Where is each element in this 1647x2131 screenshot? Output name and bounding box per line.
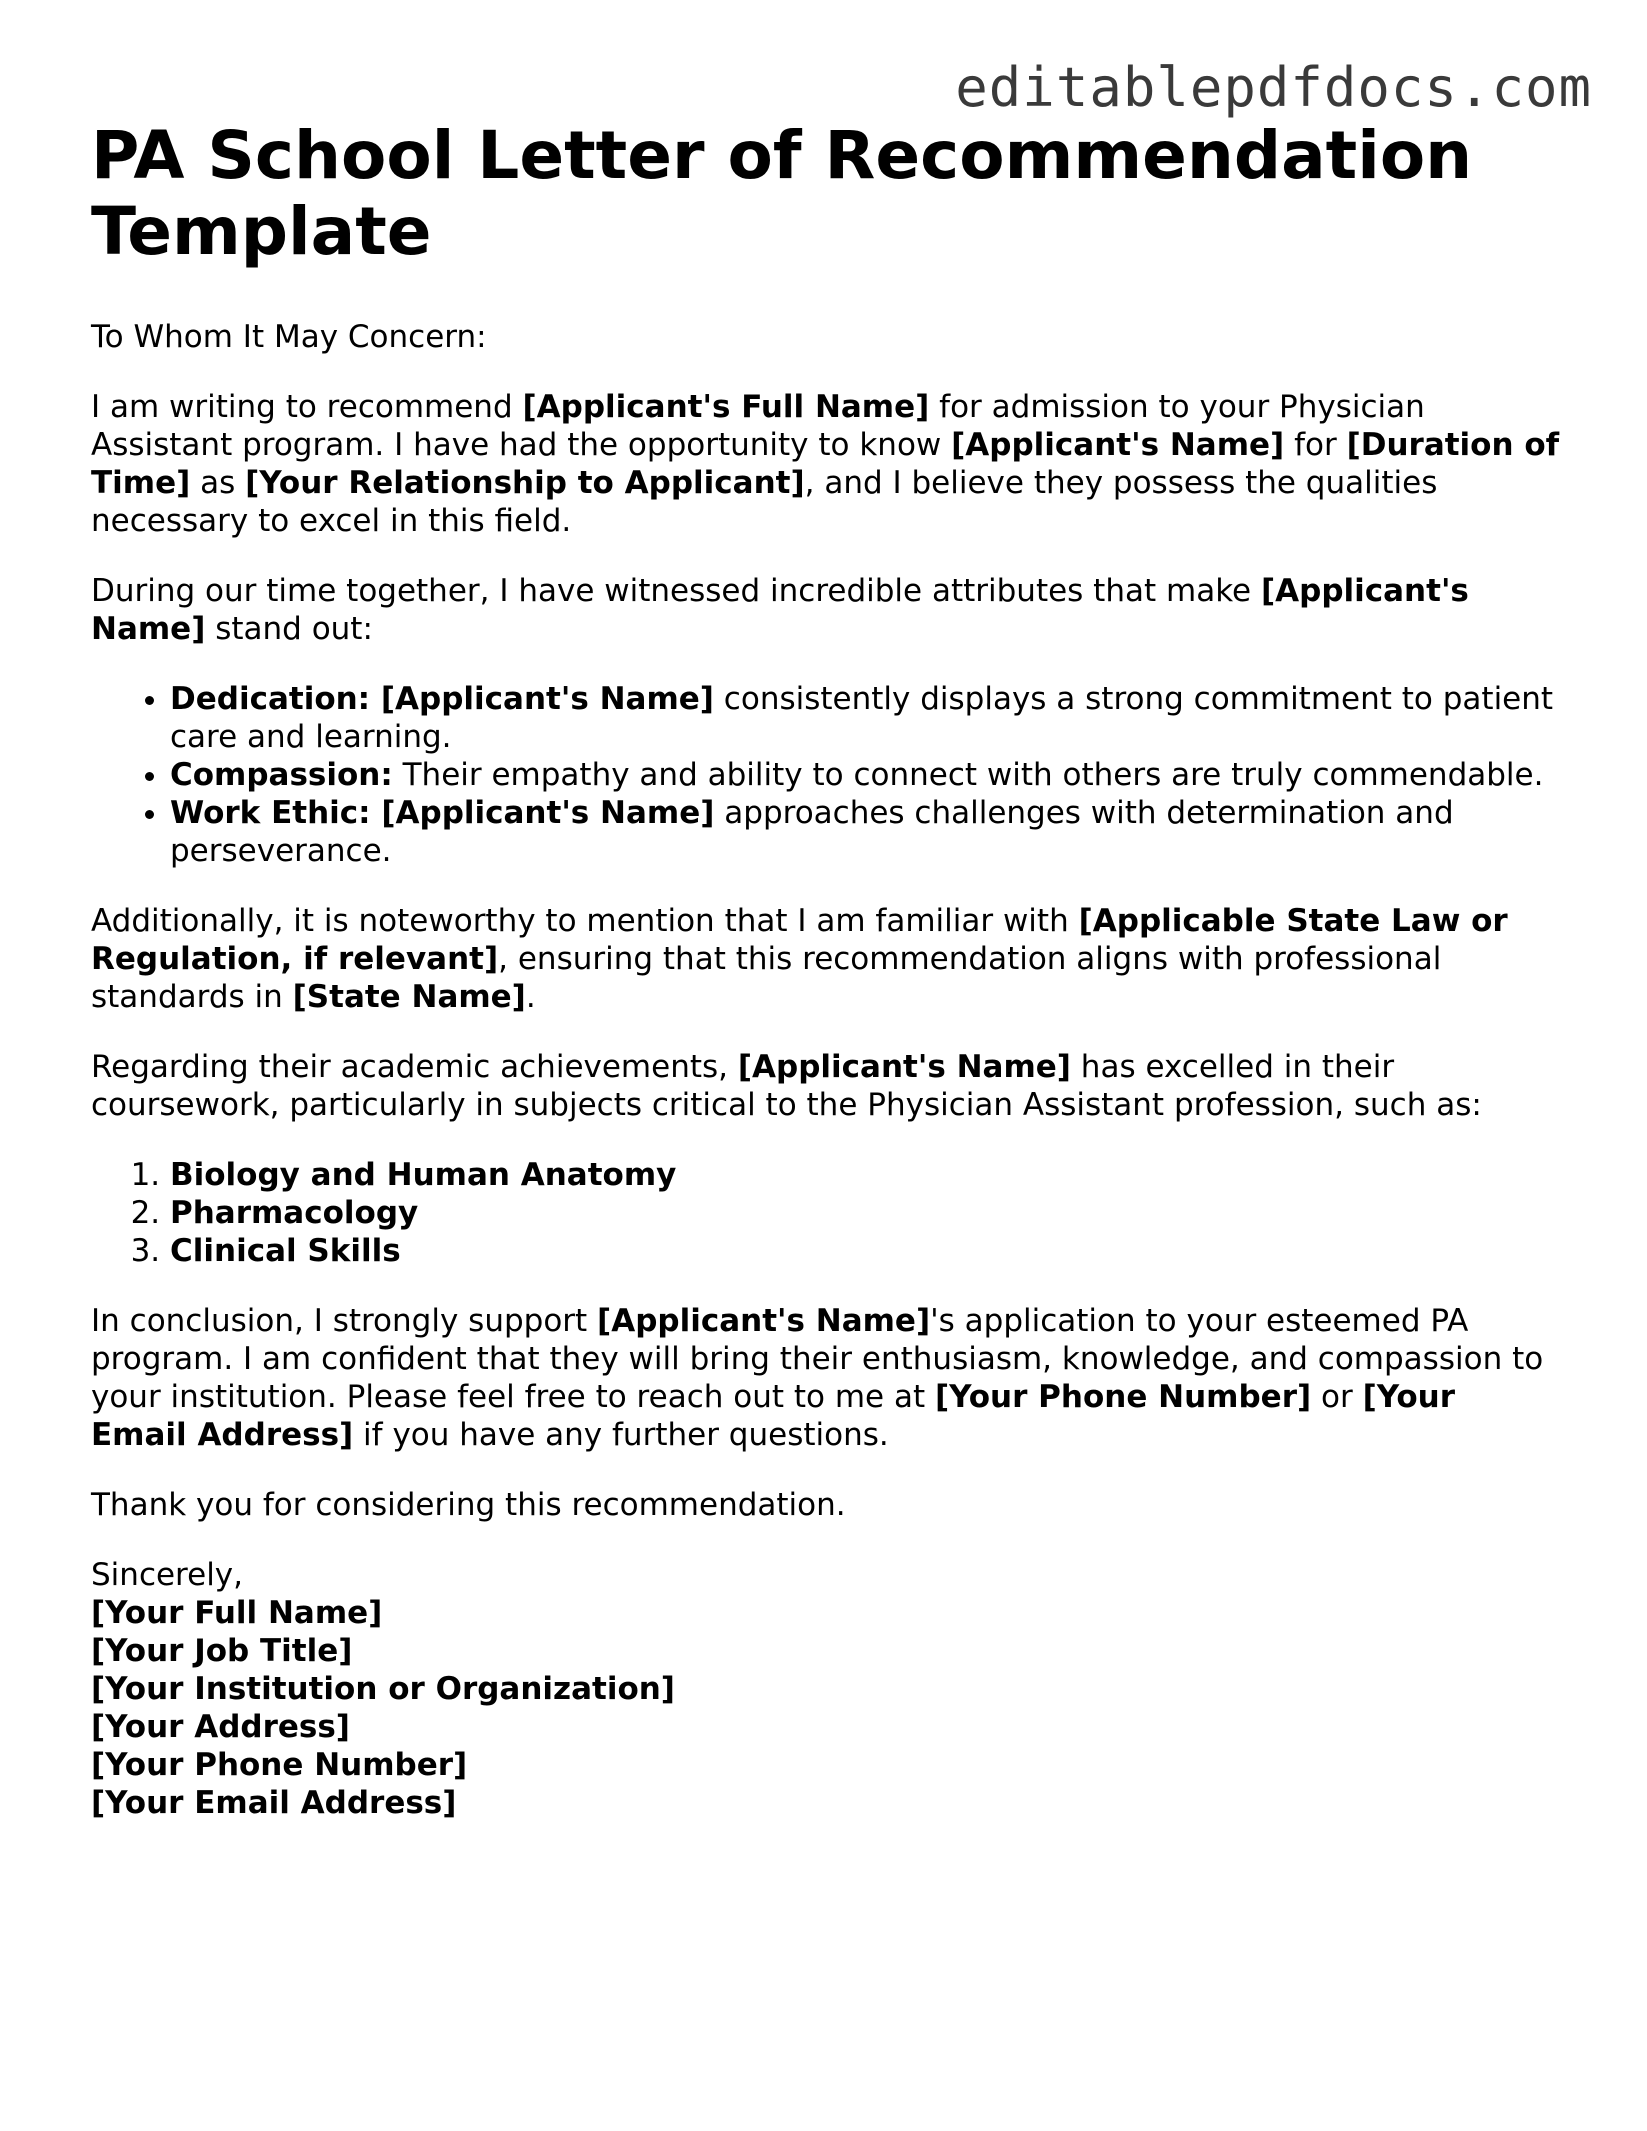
signature-line: [Your Email Address] (91, 1785, 457, 1821)
attributes-intro-text-1: During our time together, I have witnessed incredible attributes that make (91, 573, 1261, 609)
state-name-placeholder: [State Name] (292, 979, 526, 1015)
email-placeholder: [Your Email Address] (91, 1379, 1456, 1453)
attributes-intro-paragraph (91, 572, 1561, 648)
page-title: PA School Letter of Recommendation Template (91, 117, 1473, 270)
relationship-placeholder: [Your Relationship to Applicant] (245, 465, 805, 501)
subjects-list (91, 1156, 1561, 1270)
state-law-text-2: , ensuring that this recommendation aligns with professional standards in (91, 941, 1442, 1015)
attribute-label: Dedication: [Applicant's Name] (170, 681, 714, 717)
site-watermark: editablepdfdocs.com (955, 56, 1592, 119)
list-item (170, 680, 1561, 756)
attribute-label: Work Ethic: [Applicant's Name] (170, 795, 715, 831)
applicant-name-placeholder: [Applicant's Name] (597, 1303, 931, 1339)
applicant-name-placeholder: [Applicant's Name] (951, 427, 1285, 463)
list-item (170, 1156, 1561, 1194)
attribute-text: Their empathy and ability to connect with others are truly commendable. (392, 757, 1544, 793)
state-law-paragraph (91, 902, 1561, 1016)
list-item (170, 794, 1561, 870)
intro-text-2: for admission to your Physician Assistant program. I have had the opportunity to know (91, 389, 1425, 463)
state-law-placeholder: [Applicable State Law or Regulation, if relevant] (91, 903, 1508, 977)
state-law-text-3: . (525, 979, 536, 1015)
thanks-paragraph: Thank you for considering this recommendation. (91, 1487, 846, 1523)
list-item (170, 1194, 1561, 1232)
attribute-text: consistently displays a strong commitment to patient care and learning. (170, 681, 1554, 755)
intro-paragraph (91, 388, 1561, 540)
conclusion-text-4: if you have any further questions. (353, 1417, 889, 1453)
subject-label: Pharmacology (170, 1195, 419, 1231)
salutation: To Whom It May Concern: (91, 319, 487, 355)
signature-line: [Your Job Title] (91, 1633, 353, 1669)
intro-text-1: I am writing to recommend (91, 389, 523, 425)
closing: Sincerely, (91, 1557, 244, 1593)
conclusion-text-2: 's application to your esteemed PA program. I am confident that they will bring their enthusiasm, knowledge, and compassion to your institution. Please feel free to reach out to me at (91, 1303, 1544, 1415)
conclusion-paragraph (91, 1302, 1561, 1454)
conclusion-text-3: or (1311, 1379, 1363, 1415)
phone-placeholder: [Your Phone Number] (934, 1379, 1312, 1415)
intro-text-5: , and I believe they possess the qualities necessary to excel in this field. (91, 465, 1438, 539)
subject-label: Clinical Skills (170, 1233, 401, 1269)
intro-text-4: as (190, 465, 246, 501)
attribute-text: approaches challenges with determination and perseverance. (170, 795, 1454, 869)
academic-text-1: Regarding their academic achievements, (91, 1049, 738, 1085)
academic-text-2: has excelled in their coursework, particularly in subjects critical to the Physician Assistant profession, such as: (91, 1049, 1482, 1123)
applicant-full-name-placeholder: [Applicant's Full Name] (522, 389, 930, 425)
signature-line: [Your Address] (91, 1709, 350, 1745)
duration-placeholder: [Duration of Time] (91, 427, 1560, 501)
applicant-name-placeholder: [Applicant's Name] (91, 573, 1469, 647)
conclusion-text-1: In conclusion, I strongly support (91, 1303, 598, 1339)
signature-block (91, 1556, 1561, 1822)
academic-paragraph (91, 1048, 1561, 1124)
state-law-text-1: Additionally, it is noteworthy to mention that I am familiar with (91, 903, 1079, 939)
list-item (170, 756, 1561, 794)
intro-text-3: for (1284, 427, 1347, 463)
attributes-intro-text-2: stand out: (205, 611, 373, 647)
attribute-label: Compassion: (170, 757, 393, 793)
subject-label: Biology and Human Anatomy (170, 1157, 677, 1193)
signature-line: [Your Phone Number] (91, 1747, 468, 1783)
attributes-list (91, 680, 1561, 870)
letter-document (91, 118, 1561, 1822)
signature-line: [Your Full Name] (91, 1595, 383, 1631)
list-item (170, 1232, 1561, 1270)
applicant-name-placeholder: [Applicant's Name] (737, 1049, 1071, 1085)
signature-line: [Your Institution or Organization] (91, 1671, 675, 1707)
